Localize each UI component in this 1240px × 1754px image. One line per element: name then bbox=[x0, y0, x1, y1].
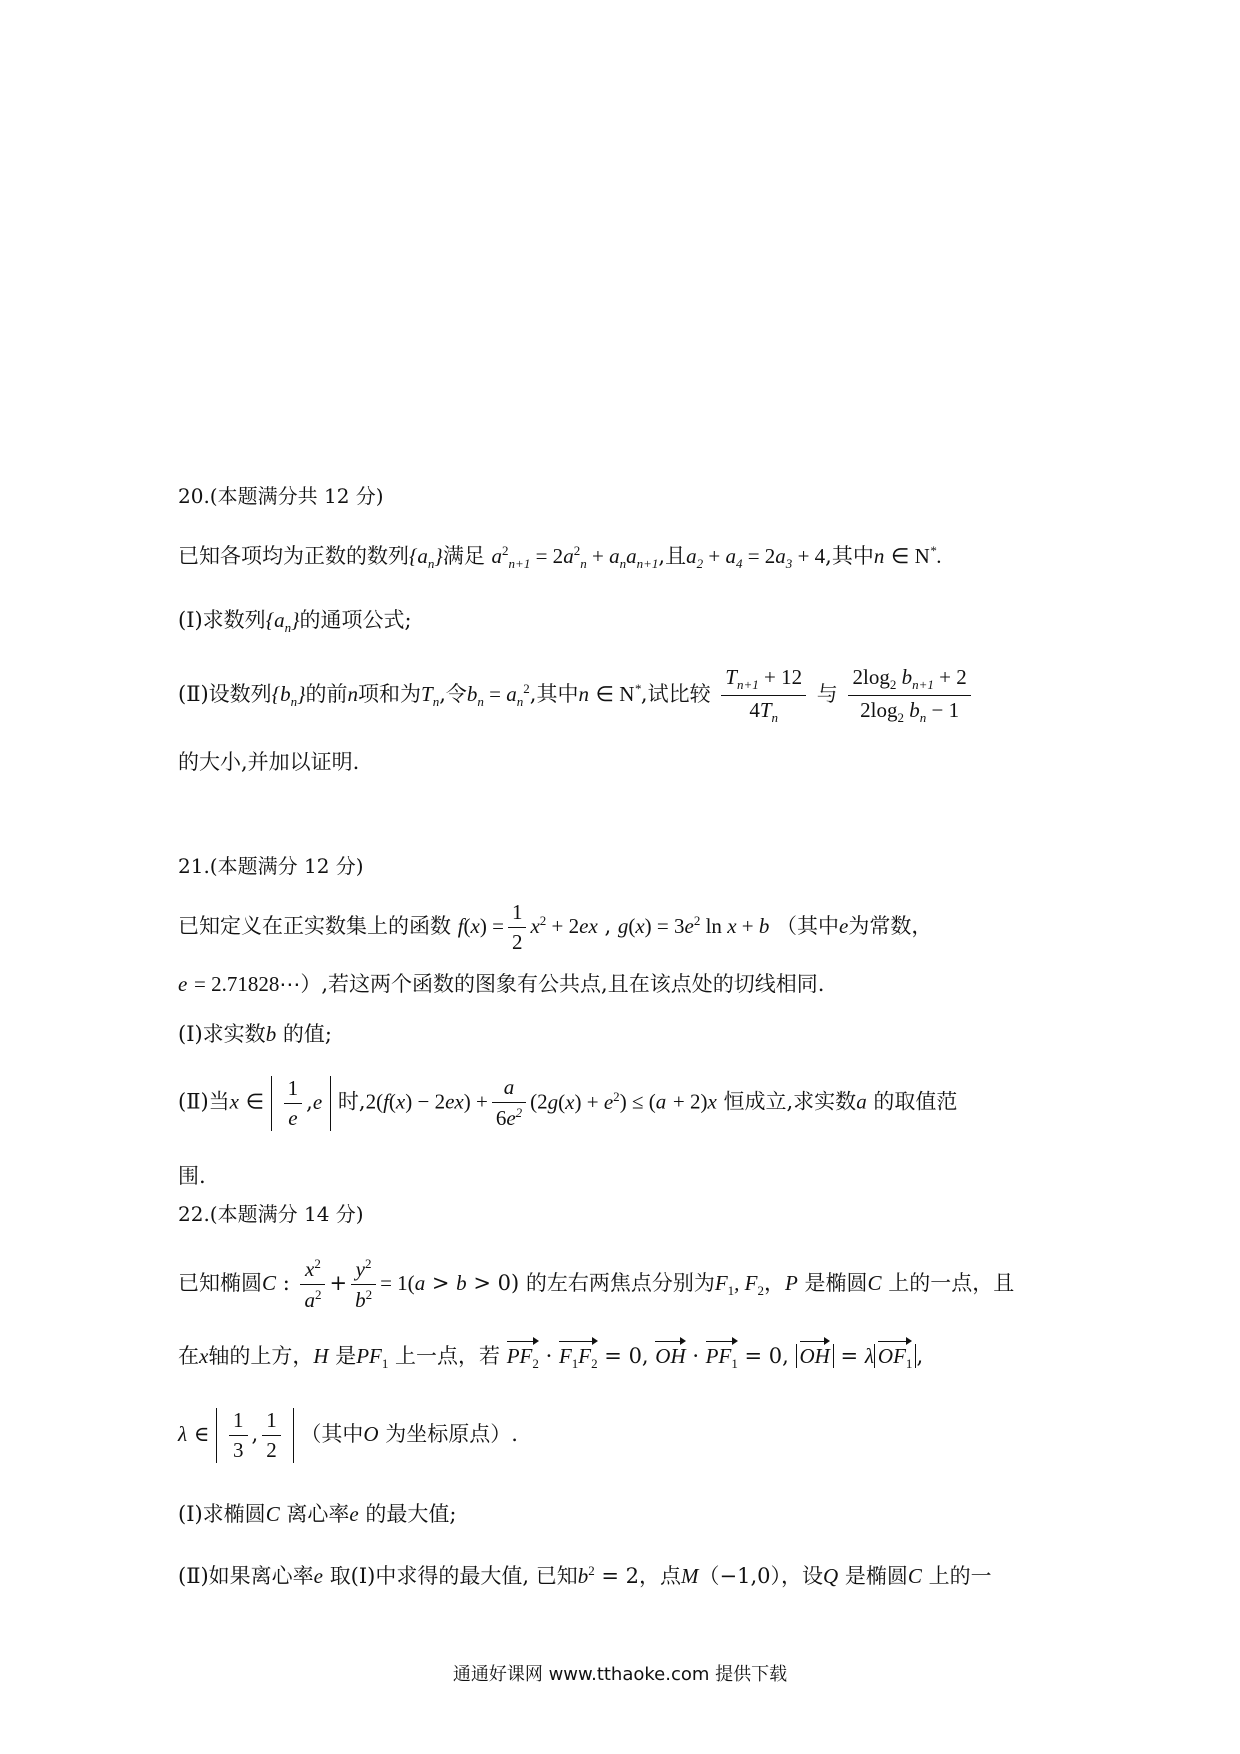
q21-title: 21.(本题满分 12 分) bbox=[178, 854, 364, 878]
q20-statement: 已知各项均为正数的数列$\{a_n\}$满足 $a^2_{n+1} = 2a^2_n + a_na_{n+1}$,且$a_2 + a_4 = 2a_3 + 4$,其中n ∈ N*. bbox=[178, 543, 942, 572]
q21-part1: (Ⅰ)求实数b 的值; bbox=[178, 1022, 332, 1046]
fraction-log: $\frac{2\log_2 b_{n+1} + 2}{2\log_2 b_n - 1}$ bbox=[848, 665, 970, 726]
q22-part2: (Ⅱ)如果离心率e 取(Ⅰ)中求得的最大值, 已知$b^2 = 2$，点M（−1,0），设Q 是椭圆C 上的一 bbox=[178, 1563, 992, 1588]
q22-part1: (Ⅰ)求椭圆C 离心率e 的最大值; bbox=[178, 1502, 457, 1526]
q20-title: 20.(本题满分共 12 分) bbox=[178, 484, 384, 508]
q21-part2-end: 围. bbox=[178, 1164, 206, 1188]
q21-statement-2: e = 2.71828⋯）,若这两个函数的图象有公共点,且在该点处的切线相同. bbox=[178, 972, 825, 996]
q20-part2: (Ⅱ)设数列$\{b_n\}$的前n项和为$T_n$,令$b_n = a_n^2$,其中n ∈ N*,试比较 $\frac{T_{n+1} + 12}{4T_n}$ 与 $\frac{2\log_2 b_{n+1} + 2}{2\log_2 b_n - 1}$ bbox=[178, 665, 975, 726]
lambda-interval: $\frac{1}{3}$ , $\frac{1}{2}$ bbox=[216, 1408, 294, 1463]
fraction-t: $\frac{T_{n+1} + 12}{4T_n}$ bbox=[721, 665, 806, 726]
footer-watermark: 通通好课网 www.tthaoke.com 提供下载 bbox=[452, 1664, 788, 1685]
interval-bracket: $\frac{1}{e}$ ,e bbox=[271, 1076, 332, 1131]
q22-title: 22.(本题满分 14 分) bbox=[178, 1202, 364, 1226]
q22-statement: 已知椭圆C : $\frac{x^2}{a^2}$ + $\frac{y^2}{b^2}$ = 1(a > b > 0) 的左右两焦点分别为$F_1$, $F_2$，P 是椭圆C 上的一点，且 bbox=[178, 1256, 1015, 1312]
q20-part2-end: 的大小,并加以证明. bbox=[178, 750, 360, 774]
q22-statement-2: 在x轴的上方，H 是$PF_1$ 上一点，若 $PF_2 \cdot F_1F_2 = 0$, OH · $PF_1 = 0$, OH = λ $OF_1$ , bbox=[178, 1344, 924, 1372]
q22-statement-3: λ ∈ $\frac{1}{3}$ , $\frac{1}{2}$ （其中O 为坐标原点）. bbox=[178, 1408, 518, 1462]
q21-part2: (Ⅱ)当x ∈ $\frac{1}{e}$ ,e 时,2(f(x) − 2ex) + $\frac{a}{6e^2}$ $(2g(x) + e^2) \le (a + 2)x$ 恒成立,求实数a 的取值范 bbox=[178, 1075, 958, 1130]
q21-statement: 已知定义在正实数集上的函数 f(x) = $\frac{1}{2}$ $x^2 + 2ex$ , $g(x) = 3e^2$ ln x + b （其中e为常数， bbox=[178, 900, 933, 954]
q20-part1: (Ⅰ)求数列$\{a_n\}$的通项公式; bbox=[178, 608, 412, 636]
